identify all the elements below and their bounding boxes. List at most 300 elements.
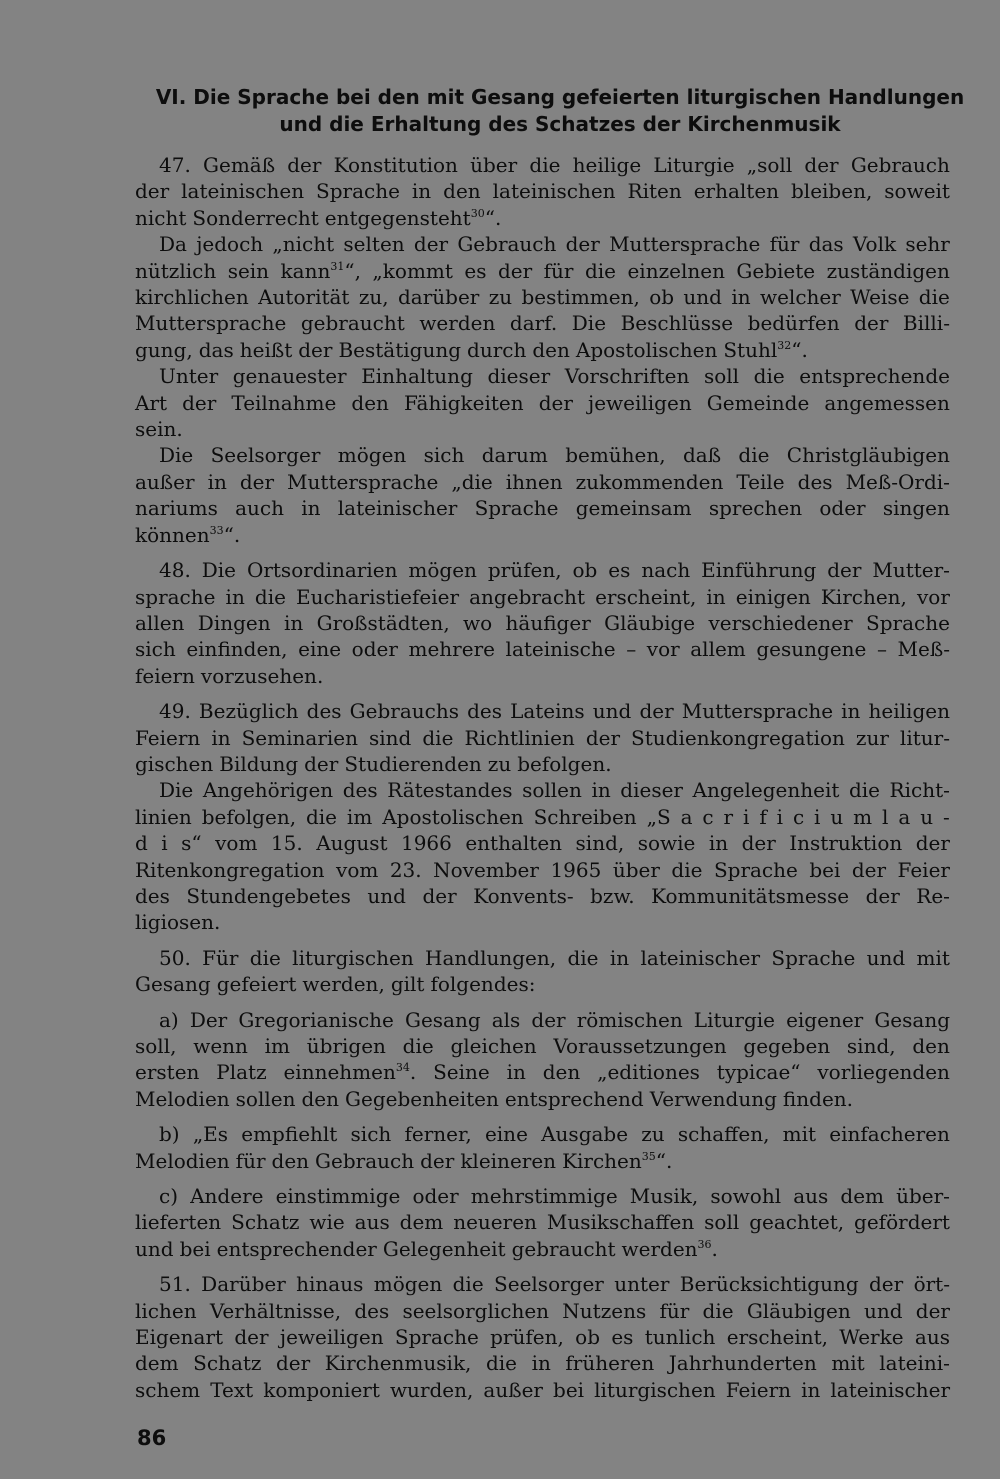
paragraph bbox=[135, 945, 950, 998]
word: die bbox=[249, 945, 281, 970]
word: c bbox=[702, 804, 714, 829]
word: heißt bbox=[239, 337, 293, 362]
text-line bbox=[135, 1183, 950, 1209]
word: einzelnen bbox=[627, 258, 725, 283]
word: Studienkongregation bbox=[631, 725, 845, 750]
word: häufiger bbox=[505, 610, 591, 635]
word: soll bbox=[704, 1210, 740, 1235]
word: finden. bbox=[782, 1086, 854, 1111]
word: lateinischer bbox=[640, 945, 761, 970]
word: ersten bbox=[135, 1060, 200, 1085]
word: 50. bbox=[159, 945, 191, 970]
word: Ausgabe bbox=[541, 1122, 629, 1147]
word: in bbox=[207, 469, 227, 494]
word: Sprache bbox=[316, 179, 400, 204]
word: Melodien bbox=[135, 1086, 230, 1111]
word: Muttersprache bbox=[681, 699, 834, 724]
word: Kommunitätsmesse bbox=[651, 883, 850, 908]
word: jedoch bbox=[196, 232, 264, 257]
word: bedürfen bbox=[747, 311, 840, 336]
word: sind, bbox=[846, 1034, 896, 1058]
word: ferner, bbox=[404, 1122, 472, 1147]
word: linien bbox=[135, 804, 192, 829]
word: 23. bbox=[389, 857, 422, 882]
word: bei bbox=[179, 1236, 211, 1261]
word: heilige bbox=[572, 153, 642, 177]
word: ob bbox=[575, 1325, 600, 1350]
word: liturgischen bbox=[292, 945, 414, 970]
word: außer bbox=[135, 469, 195, 494]
word: mit bbox=[916, 945, 950, 970]
heading-line: VI. Die Sprache bei den mit Gesang gefeierten liturgischen Handlungen bbox=[155, 85, 965, 109]
word: sprache bbox=[135, 584, 216, 609]
footnote-marker: 34 bbox=[395, 1061, 410, 1075]
word: ört- bbox=[913, 1272, 950, 1297]
text-line bbox=[135, 1209, 950, 1235]
word: seelsorglichen bbox=[402, 1298, 550, 1323]
word: und bbox=[683, 285, 722, 310]
word: 49. bbox=[159, 699, 191, 724]
word: Meß-Ordi- bbox=[845, 469, 950, 494]
word: zur bbox=[855, 725, 889, 750]
word: Muttersprache bbox=[135, 311, 287, 336]
word: sich bbox=[350, 1122, 392, 1147]
word: lateinischen bbox=[181, 179, 305, 204]
word: heiligen bbox=[868, 699, 950, 724]
text-line bbox=[135, 804, 950, 830]
word: 15. bbox=[270, 831, 303, 856]
word: der bbox=[298, 337, 333, 362]
word: und bbox=[866, 945, 906, 970]
word: a bbox=[680, 804, 693, 829]
word: soll bbox=[703, 364, 740, 389]
word: die bbox=[485, 1351, 518, 1376]
word: gung, bbox=[135, 337, 193, 362]
footnote-marker: 36 bbox=[697, 1237, 712, 1251]
word: zu bbox=[487, 751, 512, 776]
word: Stuhl$^{32}$“. bbox=[723, 337, 808, 362]
word: Instruktion bbox=[789, 831, 903, 856]
word: des bbox=[342, 778, 378, 803]
word: dem bbox=[399, 1210, 444, 1235]
paragraph bbox=[135, 777, 950, 935]
word: soweit bbox=[884, 179, 950, 204]
text-line bbox=[135, 363, 950, 389]
word: 47. bbox=[159, 153, 191, 177]
paragraph-gap bbox=[135, 1112, 950, 1121]
word: sowie bbox=[637, 831, 696, 856]
word: einfacheren bbox=[829, 1122, 950, 1147]
text-line bbox=[135, 416, 950, 442]
text-line bbox=[135, 1271, 950, 1297]
word: bei bbox=[553, 1377, 585, 1402]
word: die bbox=[671, 857, 703, 882]
word: Eucharistiefeier bbox=[296, 584, 460, 609]
word: der bbox=[915, 831, 950, 856]
word: in bbox=[708, 831, 729, 856]
word: die bbox=[254, 584, 286, 609]
word: die bbox=[567, 945, 599, 970]
word: gebraucht bbox=[300, 311, 405, 336]
text-line bbox=[135, 390, 950, 416]
word: in bbox=[801, 1377, 821, 1402]
word: und bbox=[863, 1298, 903, 1323]
word: der bbox=[531, 1007, 566, 1032]
word: in bbox=[411, 179, 432, 204]
word: der bbox=[287, 153, 322, 177]
word: mögen bbox=[337, 443, 407, 468]
word: Werke bbox=[839, 1325, 904, 1350]
word: lateini- bbox=[879, 1351, 950, 1376]
word: in bbox=[609, 945, 630, 970]
word: Richtlinien bbox=[464, 725, 575, 750]
word: Gesang bbox=[135, 972, 211, 997]
word: des bbox=[306, 699, 342, 724]
word: Volk bbox=[852, 232, 897, 257]
word: vorzusehen. bbox=[200, 663, 324, 688]
word: entsprechend bbox=[504, 1086, 644, 1111]
word: den bbox=[271, 1148, 310, 1173]
word: vom bbox=[336, 857, 379, 882]
word: das bbox=[198, 337, 234, 362]
word: dieser bbox=[487, 364, 551, 389]
word: der bbox=[234, 1325, 269, 1350]
paragraph-gap bbox=[135, 1262, 950, 1271]
text-line bbox=[135, 337, 950, 363]
word: vor bbox=[646, 637, 680, 662]
word: Lateins bbox=[510, 699, 585, 724]
word: Schatz bbox=[231, 1210, 300, 1235]
word: des bbox=[354, 1298, 390, 1323]
word: ligiosen. bbox=[135, 910, 221, 935]
word: einnehmen$^{34}$. bbox=[283, 1060, 417, 1085]
word: der bbox=[565, 232, 600, 257]
word: in bbox=[706, 584, 726, 609]
word: über bbox=[470, 153, 518, 177]
word: bei bbox=[809, 857, 841, 882]
word: „die bbox=[451, 469, 493, 494]
word: Die bbox=[159, 443, 194, 468]
text-line bbox=[135, 909, 950, 935]
word: den bbox=[443, 179, 481, 204]
word: vor bbox=[917, 584, 950, 609]
word: römischen bbox=[576, 1007, 683, 1032]
paragraph bbox=[135, 557, 950, 689]
word: Ritenkongregation bbox=[135, 857, 325, 882]
word: jeweiligen bbox=[279, 1325, 384, 1350]
word: Die bbox=[571, 311, 607, 336]
word: angebracht bbox=[469, 584, 585, 609]
text-line bbox=[135, 1236, 950, 1262]
word: der bbox=[865, 883, 900, 908]
word: wo bbox=[463, 610, 493, 635]
word: der bbox=[239, 469, 275, 494]
word: sich bbox=[423, 443, 465, 468]
word: m bbox=[853, 804, 873, 829]
word: wenn bbox=[193, 1034, 248, 1058]
word: Seine bbox=[433, 1060, 490, 1085]
word: werden$^{36}$. bbox=[621, 1236, 718, 1261]
word: der bbox=[497, 258, 533, 283]
word: Einhaltung bbox=[361, 364, 473, 389]
word: sollen bbox=[522, 778, 582, 803]
word: es bbox=[611, 1325, 634, 1350]
word: Sprache bbox=[713, 857, 798, 882]
word: wurden, bbox=[389, 1377, 474, 1402]
word: i bbox=[776, 804, 784, 829]
word: Kirchen, bbox=[820, 584, 907, 609]
word: dem bbox=[135, 1351, 179, 1376]
word: in bbox=[225, 584, 245, 609]
paragraph bbox=[135, 152, 950, 231]
word: Konvents- bbox=[473, 883, 574, 908]
word: es bbox=[608, 558, 631, 583]
text-line bbox=[135, 1033, 950, 1059]
word: kirchlichen bbox=[135, 285, 249, 310]
word: genauester bbox=[232, 364, 347, 389]
word: Großstädten, bbox=[316, 610, 450, 635]
word: sein. bbox=[135, 417, 183, 442]
word: dieser bbox=[620, 778, 683, 803]
footnote-marker: 32 bbox=[777, 338, 792, 352]
word: singen bbox=[882, 496, 950, 521]
word: Gesang bbox=[404, 1007, 481, 1032]
word: f bbox=[759, 804, 767, 829]
word: in bbox=[283, 610, 304, 635]
text-line bbox=[135, 205, 950, 231]
word: die bbox=[529, 153, 561, 177]
word: für bbox=[543, 258, 574, 283]
word: der bbox=[275, 1351, 311, 1376]
text-line bbox=[135, 857, 950, 883]
word: Einführung bbox=[701, 558, 817, 583]
word: des bbox=[797, 469, 833, 494]
word: „Es bbox=[192, 1122, 229, 1147]
word: aus bbox=[914, 1325, 950, 1350]
word: Kirchen$^{35}$“. bbox=[562, 1148, 673, 1173]
word: liturgischen bbox=[594, 1377, 716, 1402]
word: zukommenden bbox=[575, 469, 724, 494]
word: Gregorianische bbox=[238, 1007, 394, 1032]
word: Kirchenmusik, bbox=[324, 1351, 472, 1376]
word: der bbox=[304, 751, 339, 776]
word: der bbox=[851, 857, 887, 882]
word: gesungene bbox=[756, 637, 867, 662]
word: komponiert bbox=[263, 1377, 380, 1402]
text-line bbox=[135, 777, 950, 803]
paragraph bbox=[135, 1121, 950, 1174]
word: gefeiert bbox=[216, 972, 297, 997]
word: für bbox=[659, 1298, 690, 1323]
word: vorliegenden bbox=[817, 1060, 950, 1085]
text-line bbox=[135, 663, 950, 689]
word: Bestätigung bbox=[338, 337, 462, 362]
word: Melodien bbox=[135, 1148, 230, 1173]
word: – bbox=[626, 637, 637, 662]
word: r bbox=[723, 804, 734, 829]
word: und bbox=[135, 1236, 174, 1261]
word: entsprechende bbox=[799, 364, 950, 389]
word: in bbox=[506, 1060, 526, 1085]
word: die bbox=[753, 364, 785, 389]
word: – bbox=[876, 637, 887, 662]
paragraph-gap bbox=[135, 1174, 950, 1183]
word: die bbox=[738, 443, 770, 468]
paragraph bbox=[135, 442, 950, 548]
word: „soll bbox=[746, 153, 793, 177]
word: Teilnahme bbox=[231, 390, 337, 415]
word: entsprechender bbox=[216, 1236, 377, 1261]
text-line bbox=[135, 971, 950, 997]
word: Verhältnisse, bbox=[209, 1298, 342, 1323]
word: Seelsorger bbox=[210, 443, 321, 468]
paragraph bbox=[135, 1271, 950, 1403]
footnote-marker: 30 bbox=[470, 206, 485, 220]
word: Sprache bbox=[771, 945, 856, 970]
paragraph bbox=[135, 698, 950, 777]
text-line bbox=[135, 1350, 950, 1376]
word: verschiedener bbox=[708, 610, 853, 635]
word: und bbox=[592, 699, 632, 724]
word: mit bbox=[782, 1122, 817, 1147]
word: „kommt bbox=[372, 258, 453, 283]
word: Gelegenheit bbox=[382, 1236, 506, 1261]
word: der bbox=[420, 1148, 455, 1173]
text-line bbox=[135, 258, 950, 284]
word: den bbox=[532, 337, 570, 362]
word: daß bbox=[682, 443, 722, 468]
word: mögen bbox=[408, 558, 477, 583]
word: der bbox=[804, 153, 839, 177]
word: die bbox=[402, 1034, 434, 1058]
word: oder bbox=[351, 637, 398, 662]
paragraph bbox=[135, 1183, 950, 1262]
word: mehrstimmige bbox=[470, 1184, 618, 1209]
word: tunlich bbox=[644, 1325, 716, 1350]
word: Riten bbox=[627, 179, 682, 204]
word: sich bbox=[135, 637, 176, 662]
word: der bbox=[854, 311, 889, 336]
word: Sprache bbox=[474, 496, 559, 521]
word: für bbox=[235, 1148, 266, 1173]
word: sprechen bbox=[708, 496, 803, 521]
word: der bbox=[422, 883, 457, 908]
word: Muttersprache bbox=[609, 232, 761, 257]
word: und bbox=[367, 883, 406, 908]
word: lichen bbox=[135, 1298, 197, 1323]
word: c) bbox=[159, 1184, 179, 1209]
word: erscheint, bbox=[595, 584, 697, 609]
word: oder bbox=[412, 1184, 459, 1209]
footnote-marker: 35 bbox=[641, 1149, 656, 1163]
word: Nutzens bbox=[562, 1298, 647, 1323]
word: a) bbox=[159, 1007, 179, 1032]
word: Liturgie bbox=[693, 1007, 775, 1032]
word: Apostolischen bbox=[575, 337, 718, 362]
word: des bbox=[467, 699, 502, 724]
word: einigen bbox=[735, 584, 811, 609]
word: allem bbox=[690, 637, 746, 662]
word: Gebrauch bbox=[850, 153, 950, 177]
word: befolgen. bbox=[517, 751, 612, 776]
word: der bbox=[413, 232, 449, 257]
word: Voraussetzungen bbox=[553, 1034, 727, 1058]
word: werden bbox=[419, 311, 496, 336]
word: den bbox=[351, 390, 389, 415]
word: für bbox=[769, 232, 800, 257]
word: als bbox=[491, 1007, 521, 1032]
word: Gläubige bbox=[604, 610, 696, 635]
word: „nicht bbox=[272, 232, 335, 257]
word: eigener bbox=[786, 1007, 864, 1032]
word: nützlich bbox=[135, 258, 217, 283]
text-line bbox=[135, 1298, 950, 1324]
word: bestimmen, bbox=[521, 285, 640, 310]
word: können$^{33}$“. bbox=[135, 522, 241, 547]
word: der bbox=[585, 725, 621, 750]
word: bzw. bbox=[590, 883, 635, 908]
text-line bbox=[135, 178, 950, 204]
word: welcher bbox=[759, 285, 841, 310]
word: sehr bbox=[905, 232, 950, 257]
text-line bbox=[135, 442, 950, 468]
word: Darüber bbox=[201, 1272, 286, 1297]
word: 1965 bbox=[550, 857, 602, 882]
word: schaffen, bbox=[677, 1122, 770, 1147]
word: gemeinsam bbox=[575, 496, 692, 521]
word: Konstitution bbox=[333, 153, 458, 177]
word: mehrere bbox=[408, 637, 495, 662]
word: einstimmige bbox=[275, 1184, 401, 1209]
word: Die bbox=[201, 558, 237, 583]
word: Muttersprache bbox=[287, 469, 439, 494]
word: gebraucht bbox=[511, 1236, 616, 1261]
word: nicht bbox=[135, 205, 187, 230]
text-line bbox=[135, 610, 950, 636]
word: lateinischen bbox=[492, 179, 616, 204]
text-line bbox=[135, 284, 950, 310]
word: auch bbox=[235, 496, 284, 521]
word: bleiben, bbox=[791, 179, 873, 204]
word: i bbox=[814, 804, 821, 829]
word: Gebrauchs bbox=[349, 699, 459, 724]
word: wie bbox=[309, 1210, 345, 1235]
word: i bbox=[161, 831, 168, 856]
word: Teile bbox=[736, 469, 785, 494]
word: Der bbox=[189, 1007, 228, 1032]
word: Dingen bbox=[197, 610, 271, 635]
text-line bbox=[135, 1324, 950, 1350]
word: Sonderrecht bbox=[192, 205, 319, 230]
word: gleichen bbox=[450, 1034, 537, 1058]
word: außer bbox=[483, 1377, 543, 1402]
word: Studierenden bbox=[344, 751, 482, 776]
word: Liturgie bbox=[653, 153, 735, 177]
word: Gegebenheiten bbox=[345, 1086, 499, 1111]
word: schem bbox=[135, 1377, 201, 1402]
footnote-marker: 31 bbox=[330, 259, 345, 273]
word: selten bbox=[343, 232, 405, 257]
section-heading bbox=[135, 84, 985, 138]
word: bemühen, bbox=[565, 443, 666, 468]
word: gefördert bbox=[854, 1210, 950, 1235]
word: lieferten bbox=[135, 1210, 222, 1235]
page-number: 86 bbox=[137, 1426, 167, 1450]
word: in bbox=[301, 496, 321, 521]
text-line bbox=[135, 1121, 950, 1147]
word: „editiones bbox=[597, 1060, 700, 1085]
text-line bbox=[135, 1377, 950, 1403]
